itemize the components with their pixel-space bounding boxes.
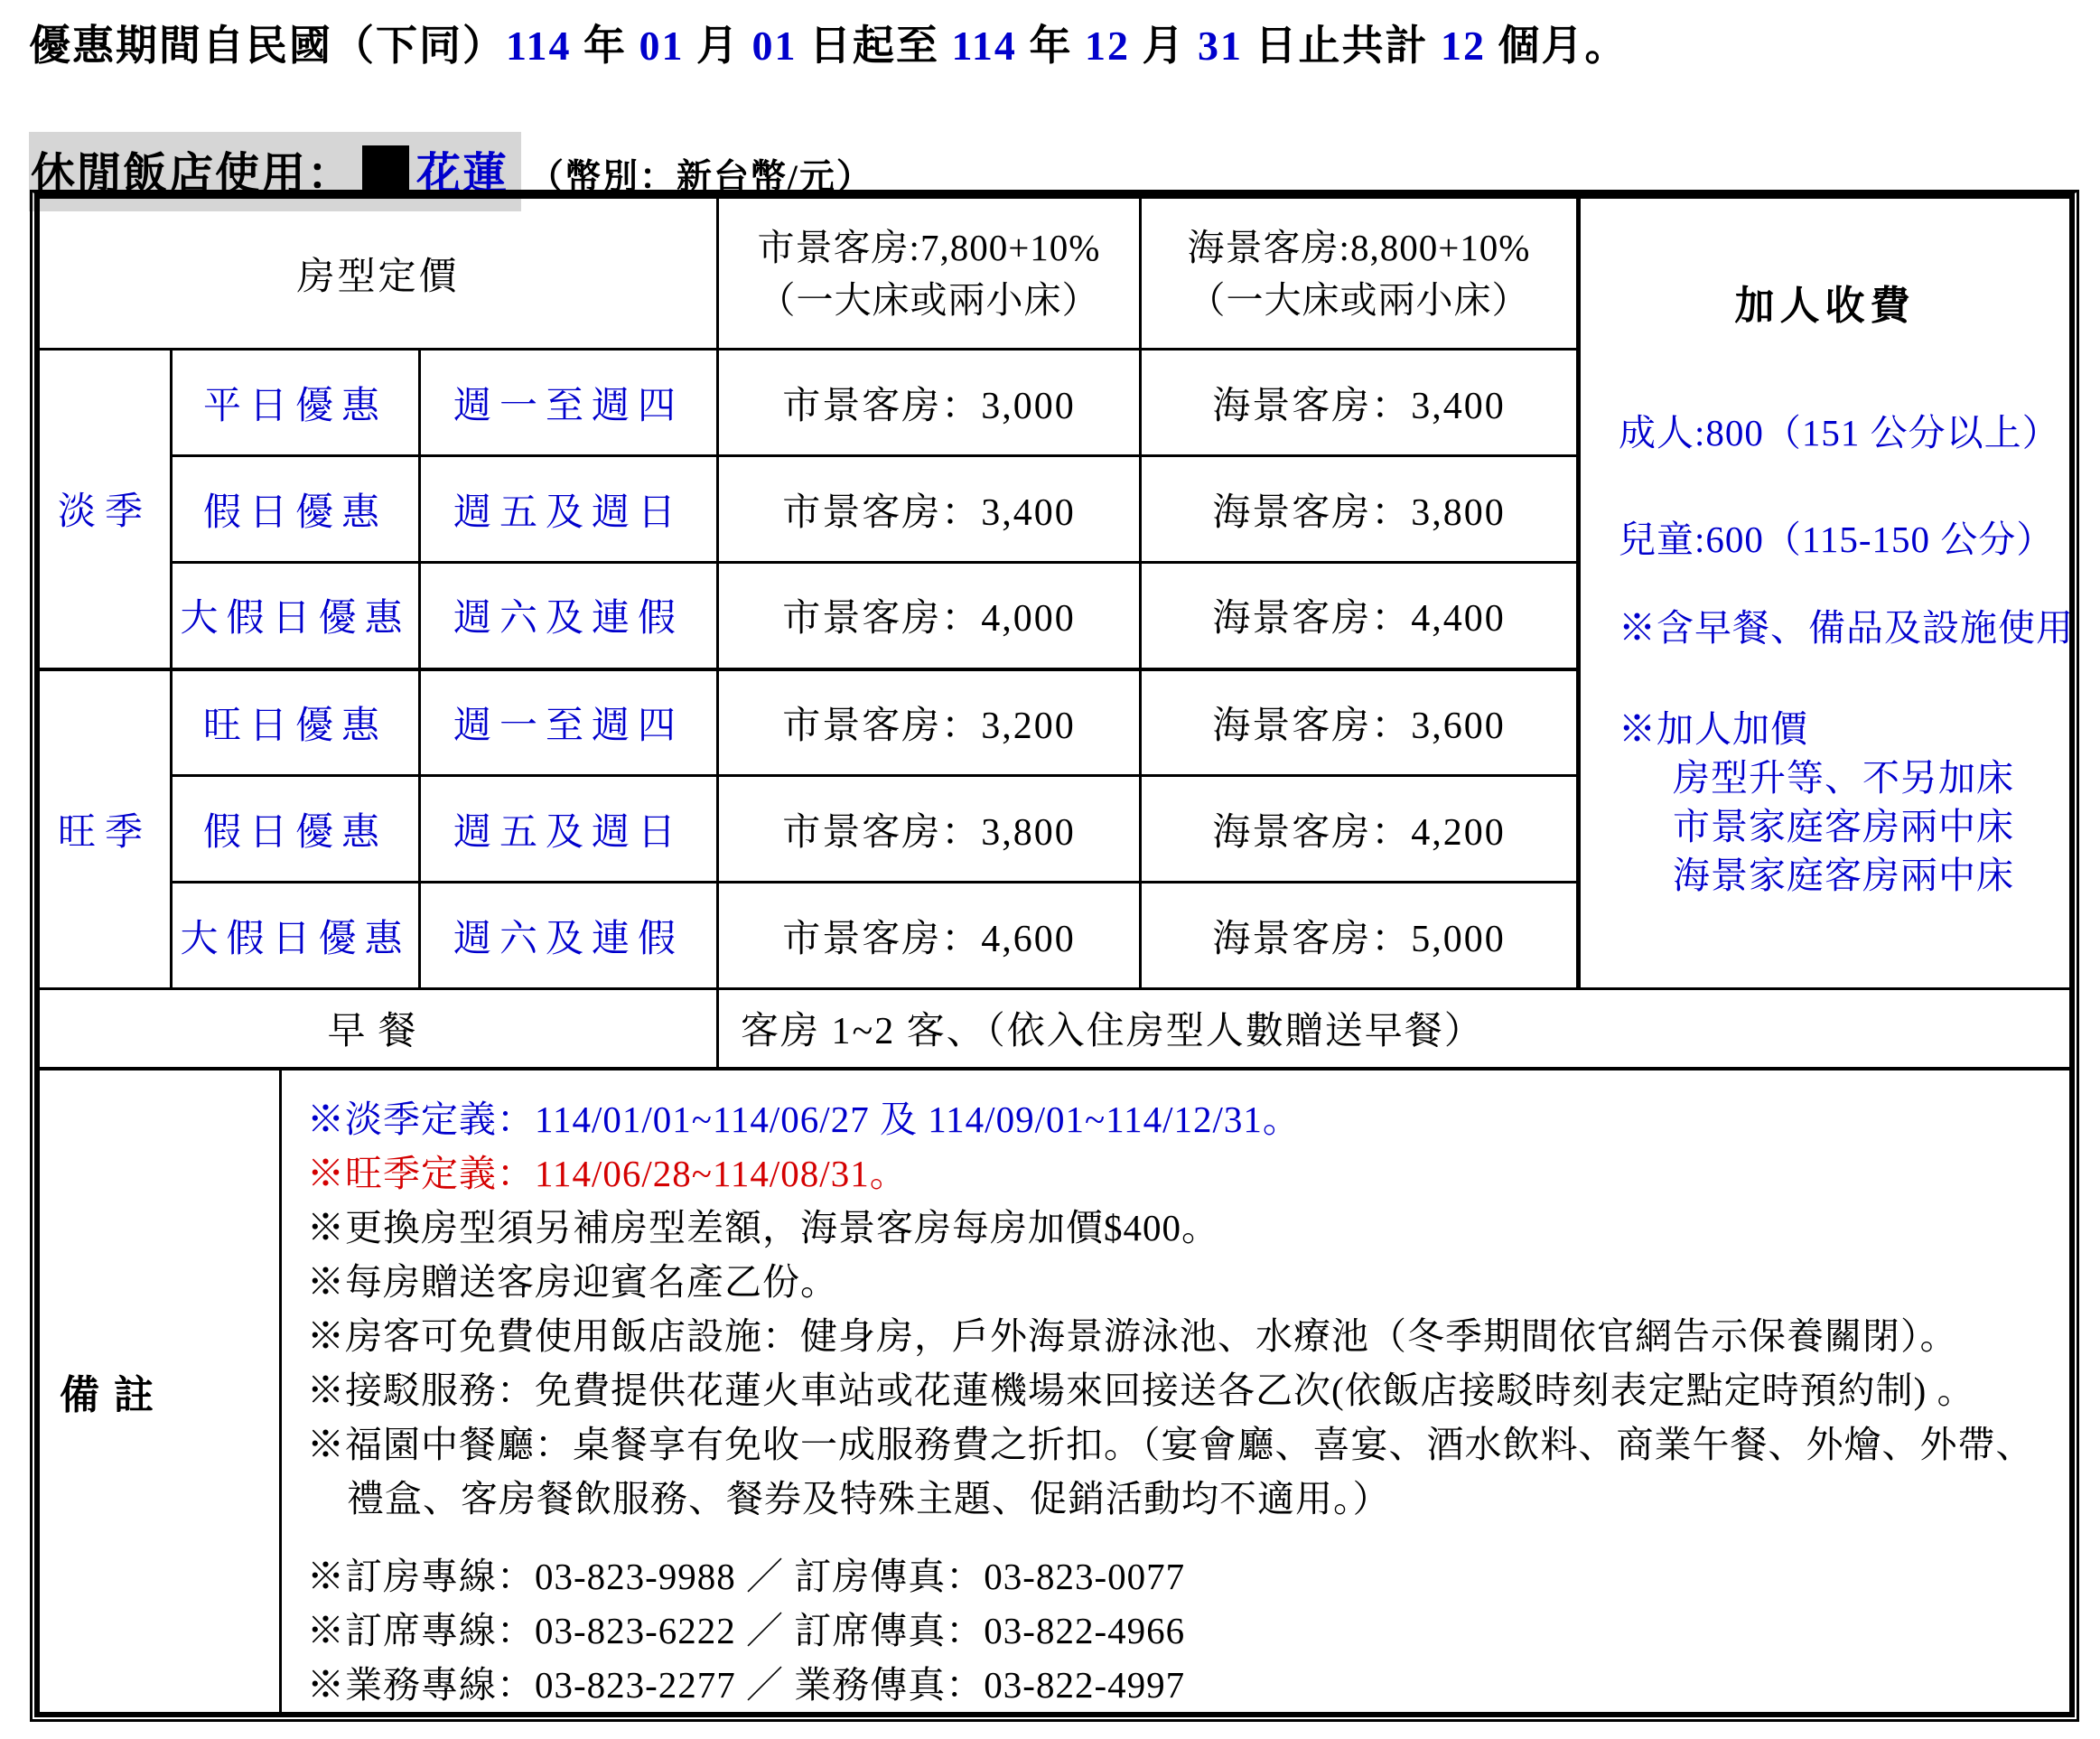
sea-price-cell: 海景客房：3,400 [1141, 350, 1579, 456]
note-line: ※接駁服務：免費提供花蓮火車站或花蓮機場來回接送各乙次(依飯店接駁時刻表定點定時預約制) 。 [307, 1369, 1975, 1411]
text-segment: 31 [1197, 23, 1243, 69]
note-line: ※訂席專線：03-823-6222 ／ 訂席傳真：03-822-4966 [307, 1609, 1186, 1651]
note-line: ※更換房型須另補房型差額，海景客房每房加價$400。 [307, 1206, 1219, 1248]
surcharge-item: 海景家庭客房兩中床 [1673, 855, 2015, 896]
breakfast-label-cell: 早餐 [39, 989, 718, 1069]
text-segment: 優惠期間自民國（下同） [29, 23, 506, 69]
text-segment: 年 [1016, 23, 1085, 69]
days-cell: 週一至週四 [420, 669, 718, 776]
note-line: ※房客可免費使用飯店設施：健身房，戶外海景游泳池、水療池（冬季期間依官網告示保養關閉）。 [307, 1314, 1958, 1357]
notes-row [39, 1069, 2071, 1714]
text-segment: 日止共計 [1242, 23, 1441, 69]
adult-fee-line: 成人:800（151 公分以上） [1619, 412, 2060, 453]
note-line [307, 1526, 2060, 1549]
sea-price-cell: 海景客房：4,200 [1141, 776, 1579, 883]
usage-label: 休閒飯店使用： [31, 149, 354, 199]
note-line: ※業務專線：03-823-2277 ／ 業務傳真：03-822-4997 [307, 1663, 1186, 1706]
surcharge-title-line: ※加人加價 [1619, 708, 1809, 750]
text-segment: 114 [506, 23, 572, 69]
black-square [362, 145, 409, 196]
text-segment: 12 [1084, 23, 1130, 69]
breakfast-desc-cell: 客房 1~2 客、（依入住房型人數贈送早餐） [718, 989, 2071, 1069]
days-cell: 週六及連假 [420, 883, 718, 989]
sea-price-cell: 海景客房：4,400 [1141, 563, 1579, 669]
pricing-table-grid [37, 196, 2075, 1715]
note-line: ※福園中餐廳：桌餐享有免收一成服務費之折扣。（宴會廳、喜宴、酒水飲料、商業午餐、外燴、外帶、 [307, 1423, 2034, 1465]
season-cell-low: 淡季 [39, 350, 172, 669]
sea-header-line2: （一大床或兩小床） [1188, 278, 1530, 321]
sea-price-cell: 海景客房：3,600 [1141, 669, 1579, 776]
days-cell: 週六及連假 [420, 563, 718, 669]
days-cell: 週五及週日 [420, 456, 718, 563]
sea-header-line1: 海景客房:8,800+10% [1187, 226, 1531, 268]
currency-note: （幣別：新台幣/元） [528, 158, 873, 197]
season-cell-high: 旺季 [39, 669, 172, 989]
text-segment: 01 [639, 23, 685, 69]
notes-content [282, 1071, 2069, 1712]
days-cell: 週一至週四 [420, 350, 718, 456]
extra-fee-title: 加人收費 [1734, 284, 1916, 328]
offer-cell: 假日優惠 [172, 776, 420, 883]
city-price-cell: 市景客房：4,600 [718, 883, 1141, 989]
text-segment: 日起至 [797, 23, 952, 69]
city-price-cell: 市景客房：3,000 [718, 350, 1141, 456]
city-price-cell: 市景客房：3,400 [718, 456, 1141, 563]
note-line: ※訂房專線：03-823-9988 ／ 訂房傳真：03-823-0077 [307, 1555, 1186, 1597]
offer-cell: 假日優惠 [172, 456, 420, 563]
city-price-cell: 市景客房：4,000 [718, 563, 1141, 669]
city-price-cell: 市景客房：3,200 [718, 669, 1141, 776]
note-line: ※旺季定義：114/06/28~114/08/31。 [307, 1152, 908, 1194]
breakfast-row [39, 989, 2071, 1069]
city-header-line1: 市景客房:7,800+10% [757, 226, 1101, 268]
city-price-cell: 市景客房：3,800 [718, 776, 1141, 883]
days-cell: 週五及週日 [420, 776, 718, 883]
notes-cell [39, 1069, 2071, 1714]
text-segment: 01 [751, 23, 798, 69]
text-segment: 月 [1129, 23, 1198, 69]
text-segment: 年 [571, 23, 639, 69]
surcharge-item: 房型升等、不另加床 [1673, 757, 2015, 799]
pricing-table [30, 190, 2079, 1722]
sea-price-cell: 海景客房：3,800 [1141, 456, 1579, 563]
sea-room-header-cell [1141, 198, 1579, 350]
note-line: 禮盒、客房餐飲服務、餐券及特殊主題、促銷活動均不適用。） [347, 1477, 1391, 1519]
header-row [39, 198, 2071, 350]
city-header-line2: （一大床或兩小床） [758, 278, 1100, 321]
text-segment: 12 [1440, 23, 1486, 69]
text-segment: 月 [684, 23, 752, 69]
includes-note-line: ※含早餐、備品及設施使用 [1619, 607, 2075, 649]
surcharge-item: 市景家庭客房兩中床 [1673, 806, 2015, 847]
hotel-name: 花蓮 [416, 149, 509, 199]
city-room-header-cell [718, 198, 1141, 350]
offer-cell: 旺日優惠 [172, 669, 420, 776]
offer-cell: 平日優惠 [172, 350, 420, 456]
offer-cell: 大假日優惠 [172, 563, 420, 669]
note-line: ※淡季定義：114/01/01~114/06/27 及 114/09/01~114/12/31。 [307, 1098, 1301, 1140]
note-line: ※每房贈送客房迎賓名產乙份。 [307, 1260, 838, 1303]
text-segment: 個月。 [1485, 23, 1629, 69]
promo-period-line [29, 13, 1628, 72]
text-segment: 114 [951, 23, 1017, 69]
extra-fee-cell [1579, 198, 2075, 989]
room-type-header-cell: 房型定價 [39, 198, 718, 350]
offer-cell: 大假日優惠 [172, 883, 420, 989]
child-fee-line: 兒童:600（115-150 公分） [1619, 519, 2055, 560]
notes-label-cell: 備註 [40, 1071, 282, 1712]
sea-price-cell: 海景客房：5,000 [1141, 883, 1579, 989]
